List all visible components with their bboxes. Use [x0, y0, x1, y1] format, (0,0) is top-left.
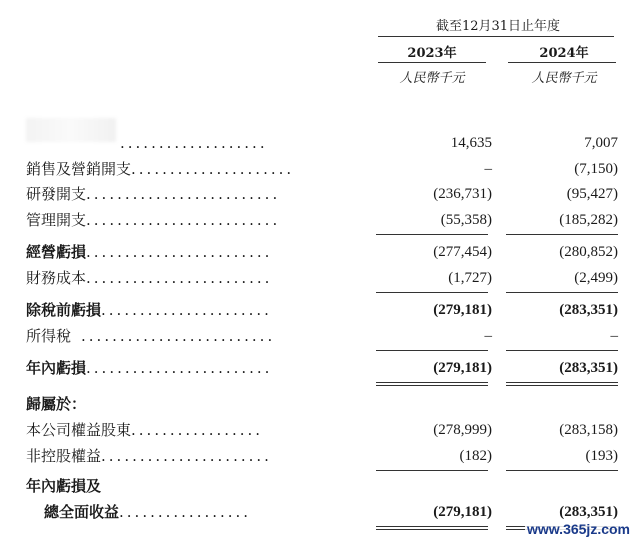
total-double-rule-2023 [376, 385, 488, 386]
year-2023-header: 2023年 [407, 46, 457, 61]
attributable-heading: 歸屬於： [26, 395, 87, 413]
total-double-rule-2024 [506, 385, 618, 386]
row-value-2024: (280,852) [559, 244, 618, 260]
row-label: 研發開支......................... [26, 185, 281, 203]
unit-2024: 人民幣千元 [531, 71, 597, 86]
row-value-2023: – [484, 328, 492, 344]
row-label: 管理開支......................... [26, 211, 281, 229]
row-value-2024: 7,007 [584, 135, 618, 151]
row-value-2023: (182) [459, 448, 492, 464]
subtotal-rule-2023 [376, 470, 488, 471]
subtotal-rule-2024 [506, 292, 618, 293]
subtotal-rule-2024 [506, 350, 618, 351]
total-double-rule-2023 [376, 382, 488, 383]
row-value-2023: (278,999) [433, 422, 492, 438]
year-2024-header: 2024年 [539, 46, 589, 61]
total-double-rule-2023 [376, 529, 488, 530]
row-value-2023: (279,181) [433, 504, 492, 520]
row-value-2023: (1,727) [448, 270, 492, 286]
row-value-2023: – [484, 161, 492, 177]
row-value-2023: (279,181) [433, 302, 492, 318]
total-double-rule-2023 [376, 526, 488, 527]
row-label: 財務成本........................ [26, 269, 273, 287]
subtotal-rule-2023 [376, 292, 488, 293]
row-value-2024: (95,427) [566, 186, 618, 202]
row-value-2024: (283,351) [559, 504, 618, 520]
row-value-2023: (277,454) [433, 244, 492, 260]
year-2023-rule [378, 62, 486, 63]
row-value-2024: – [610, 328, 618, 344]
row-label: 經營虧損........................ [26, 243, 273, 261]
subtotal-rule-2023 [376, 234, 488, 235]
year-2024-rule [508, 62, 616, 63]
subtotal-rule-2024 [506, 470, 618, 471]
row-value-2023: 14,635 [450, 135, 492, 151]
period-header: 截至12月31日止年度 [435, 19, 561, 34]
row-value-2024: (2,499) [574, 270, 618, 286]
row-label: 非控股權益...................... [26, 447, 272, 465]
row-label: 本公司權益股東................. [26, 421, 264, 439]
row-value-2024: (7,150) [574, 161, 618, 177]
row-value-2024: (193) [585, 448, 618, 464]
row-value-2024: (283,351) [559, 360, 618, 376]
total-double-rule-2024 [506, 382, 618, 383]
row-label: ................... [120, 134, 268, 152]
row-value-2024: (283,158) [559, 422, 618, 438]
row-value-2023: (55,358) [440, 212, 492, 228]
subtotal-rule-2023 [376, 350, 488, 351]
row-label: 除稅前虧損...................... [26, 301, 272, 319]
header-rule [378, 36, 614, 37]
row-label: 銷售及營銷開支..................... [26, 160, 295, 178]
row-value-2023: (279,181) [433, 360, 492, 376]
row-value-2024: (283,351) [559, 302, 618, 318]
unit-2023: 人民幣千元 [399, 71, 465, 86]
subtotal-rule-2024 [506, 234, 618, 235]
row-value-2024: (185,282) [559, 212, 618, 228]
site-watermark: www.365jz.com [527, 521, 630, 537]
row-label: 年內虧損........................ [26, 359, 273, 377]
row-label: 總全面收益................. [44, 503, 252, 521]
row-value-2023: (236,731) [433, 186, 492, 202]
row-label: 所得稅 ......................... [26, 327, 276, 345]
comprehensive-heading: 年內虧損及 [26, 477, 102, 495]
